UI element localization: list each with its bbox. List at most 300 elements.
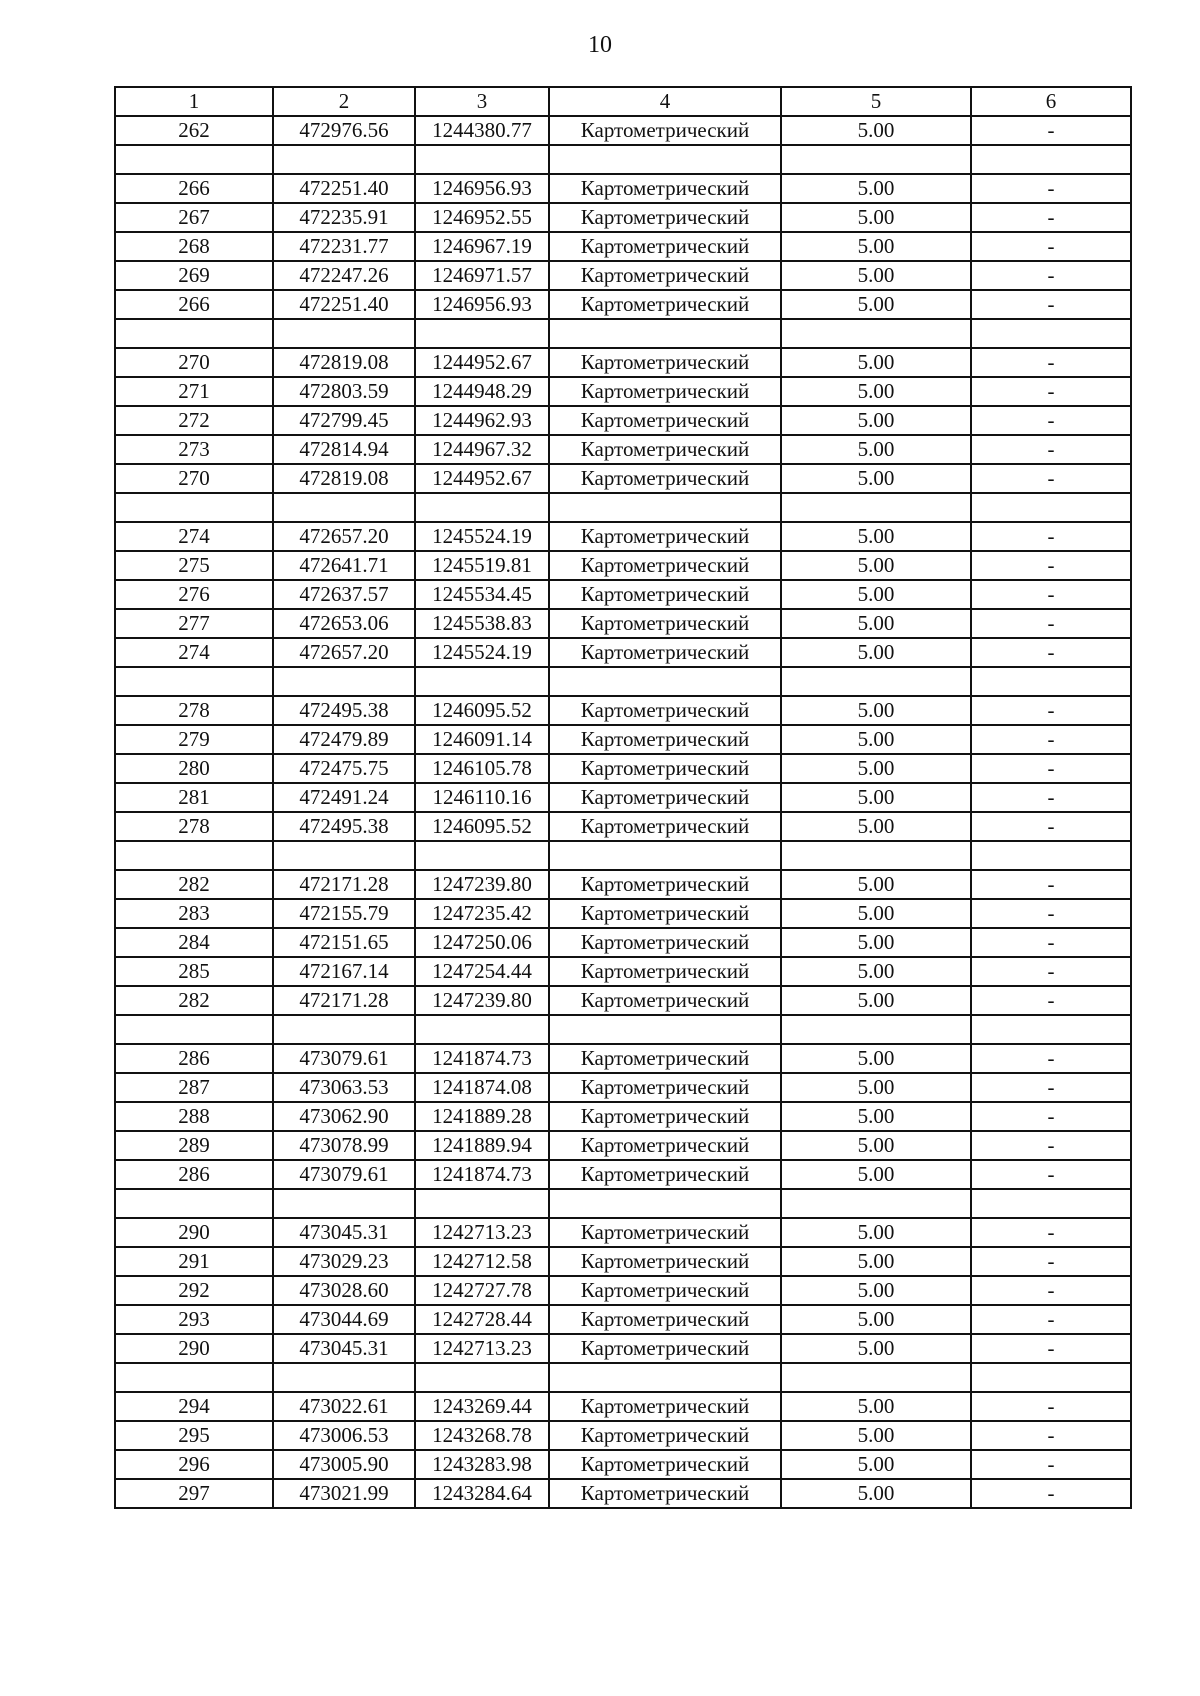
cell-y-coordinate: 1247239.80 [415, 870, 549, 899]
cell-method: Картометрический [549, 464, 781, 493]
cell-accuracy [781, 319, 971, 348]
cell-note [971, 1363, 1131, 1392]
cell-y-coordinate: 1247235.42 [415, 899, 549, 928]
cell-x-coordinate: 473045.31 [273, 1334, 415, 1363]
cell-accuracy: 5.00 [781, 551, 971, 580]
coordinates-table [114, 86, 1132, 1509]
table-row [115, 1015, 1131, 1044]
cell-point-number: 279 [115, 725, 273, 754]
cell-y-coordinate: 1242713.23 [415, 1218, 549, 1247]
cell-note: - [971, 638, 1131, 667]
header-cell-6: 6 [971, 87, 1131, 116]
table-row [115, 232, 1131, 261]
cell-note: - [971, 609, 1131, 638]
cell-note: - [971, 1450, 1131, 1479]
cell-accuracy: 5.00 [781, 870, 971, 899]
header-cell-4: 4 [549, 87, 781, 116]
cell-method: Картометрический [549, 928, 781, 957]
table-row [115, 261, 1131, 290]
cell-point-number: 281 [115, 783, 273, 812]
cell-note: - [971, 1160, 1131, 1189]
cell-y-coordinate: 1246967.19 [415, 232, 549, 261]
cell-accuracy: 5.00 [781, 754, 971, 783]
cell-note: - [971, 1276, 1131, 1305]
cell-point-number: 282 [115, 870, 273, 899]
cell-note [971, 667, 1131, 696]
cell-point-number: 283 [115, 899, 273, 928]
cell-x-coordinate: 472814.94 [273, 435, 415, 464]
table-row [115, 1102, 1131, 1131]
table-row [115, 1421, 1131, 1450]
cell-point-number: 266 [115, 174, 273, 203]
cell-note: - [971, 1247, 1131, 1276]
cell-x-coordinate: 473079.61 [273, 1044, 415, 1073]
cell-x-coordinate: 473062.90 [273, 1102, 415, 1131]
cell-x-coordinate: 473006.53 [273, 1421, 415, 1450]
table-row [115, 928, 1131, 957]
cell-accuracy [781, 667, 971, 696]
cell-point-number: 275 [115, 551, 273, 580]
cell-y-coordinate: 1246095.52 [415, 696, 549, 725]
cell-accuracy: 5.00 [781, 377, 971, 406]
cell-note: - [971, 348, 1131, 377]
cell-note: - [971, 899, 1131, 928]
header-row [115, 87, 1131, 116]
cell-x-coordinate: 472641.71 [273, 551, 415, 580]
cell-point-number: 284 [115, 928, 273, 957]
cell-note [971, 319, 1131, 348]
cell-method: Картометрический [549, 1131, 781, 1160]
cell-point-number: 269 [115, 261, 273, 290]
cell-x-coordinate [273, 841, 415, 870]
cell-x-coordinate: 473021.99 [273, 1479, 415, 1508]
cell-method: Картометрический [549, 1044, 781, 1073]
cell-y-coordinate: 1244952.67 [415, 348, 549, 377]
cell-x-coordinate: 473029.23 [273, 1247, 415, 1276]
table-row [115, 1334, 1131, 1363]
table-row [115, 1044, 1131, 1073]
table-row [115, 551, 1131, 580]
cell-y-coordinate [415, 667, 549, 696]
table-row [115, 348, 1131, 377]
cell-accuracy: 5.00 [781, 464, 971, 493]
cell-y-coordinate: 1244380.77 [415, 116, 549, 145]
cell-y-coordinate: 1245519.81 [415, 551, 549, 580]
cell-note: - [971, 435, 1131, 464]
cell-note: - [971, 783, 1131, 812]
cell-note: - [971, 986, 1131, 1015]
cell-method: Картометрический [549, 232, 781, 261]
cell-x-coordinate [273, 1015, 415, 1044]
table-row [115, 319, 1131, 348]
cell-method: Картометрический [549, 203, 781, 232]
table-row [115, 493, 1131, 522]
cell-point-number: 266 [115, 290, 273, 319]
cell-y-coordinate: 1242727.78 [415, 1276, 549, 1305]
table-row [115, 696, 1131, 725]
cell-accuracy: 5.00 [781, 1218, 971, 1247]
cell-y-coordinate [415, 841, 549, 870]
cell-accuracy: 5.00 [781, 522, 971, 551]
cell-note: - [971, 870, 1131, 899]
cell-accuracy: 5.00 [781, 116, 971, 145]
table-row [115, 116, 1131, 145]
table-row [115, 609, 1131, 638]
cell-note: - [971, 406, 1131, 435]
table-row [115, 1305, 1131, 1334]
cell-x-coordinate: 472803.59 [273, 377, 415, 406]
cell-x-coordinate [273, 667, 415, 696]
cell-x-coordinate: 473028.60 [273, 1276, 415, 1305]
cell-method: Картометрический [549, 899, 781, 928]
cell-point-number [115, 667, 273, 696]
table-row [115, 1450, 1131, 1479]
cell-y-coordinate: 1245538.83 [415, 609, 549, 638]
cell-note: - [971, 812, 1131, 841]
cell-x-coordinate: 473063.53 [273, 1073, 415, 1102]
cell-note [971, 841, 1131, 870]
cell-point-number: 276 [115, 580, 273, 609]
cell-y-coordinate [415, 319, 549, 348]
cell-y-coordinate: 1246971.57 [415, 261, 549, 290]
cell-method [549, 319, 781, 348]
cell-note: - [971, 232, 1131, 261]
page-number: 10 [588, 32, 612, 58]
header-cell-5: 5 [781, 87, 971, 116]
cell-y-coordinate: 1241874.73 [415, 1160, 549, 1189]
cell-point-number: 280 [115, 754, 273, 783]
cell-accuracy [781, 493, 971, 522]
cell-point-number: 268 [115, 232, 273, 261]
cell-y-coordinate: 1247250.06 [415, 928, 549, 957]
cell-accuracy: 5.00 [781, 1421, 971, 1450]
cell-point-number: 288 [115, 1102, 273, 1131]
cell-x-coordinate: 472247.26 [273, 261, 415, 290]
cell-note: - [971, 203, 1131, 232]
cell-method: Картометрический [549, 435, 781, 464]
cell-y-coordinate: 1243268.78 [415, 1421, 549, 1450]
cell-method [549, 1363, 781, 1392]
cell-method: Картометрический [549, 551, 781, 580]
table-row [115, 1276, 1131, 1305]
cell-point-number: 270 [115, 348, 273, 377]
cell-accuracy: 5.00 [781, 783, 971, 812]
cell-method: Картометрический [549, 1102, 781, 1131]
cell-accuracy: 5.00 [781, 957, 971, 986]
cell-accuracy: 5.00 [781, 1160, 971, 1189]
cell-x-coordinate: 472171.28 [273, 986, 415, 1015]
cell-note: - [971, 1305, 1131, 1334]
table-row [115, 377, 1131, 406]
cell-method: Картометрический [549, 116, 781, 145]
cell-method [549, 1015, 781, 1044]
cell-accuracy [781, 841, 971, 870]
cell-point-number [115, 493, 273, 522]
table-row [115, 870, 1131, 899]
cell-x-coordinate [273, 1189, 415, 1218]
cell-accuracy: 5.00 [781, 638, 971, 667]
table-row [115, 754, 1131, 783]
cell-point-number: 286 [115, 1044, 273, 1073]
cell-method [549, 145, 781, 174]
cell-x-coordinate [273, 493, 415, 522]
cell-method: Картометрический [549, 1334, 781, 1363]
cell-note: - [971, 551, 1131, 580]
cell-note: - [971, 1044, 1131, 1073]
cell-x-coordinate: 472799.45 [273, 406, 415, 435]
cell-y-coordinate: 1242713.23 [415, 1334, 549, 1363]
cell-accuracy: 5.00 [781, 1334, 971, 1363]
cell-x-coordinate: 473045.31 [273, 1218, 415, 1247]
cell-note: - [971, 464, 1131, 493]
table-row [115, 1247, 1131, 1276]
cell-y-coordinate: 1247254.44 [415, 957, 549, 986]
cell-note: - [971, 290, 1131, 319]
table-row [115, 1363, 1131, 1392]
cell-point-number: 285 [115, 957, 273, 986]
cell-accuracy: 5.00 [781, 1392, 971, 1421]
cell-x-coordinate: 472653.06 [273, 609, 415, 638]
cell-y-coordinate: 1245524.19 [415, 638, 549, 667]
cell-x-coordinate: 472657.20 [273, 522, 415, 551]
cell-x-coordinate: 472251.40 [273, 174, 415, 203]
cell-y-coordinate: 1243269.44 [415, 1392, 549, 1421]
cell-method: Картометрический [549, 725, 781, 754]
table-row [115, 899, 1131, 928]
cell-y-coordinate [415, 1015, 549, 1044]
cell-y-coordinate: 1243283.98 [415, 1450, 549, 1479]
cell-y-coordinate: 1246095.52 [415, 812, 549, 841]
cell-method: Картометрический [549, 261, 781, 290]
table-row [115, 290, 1131, 319]
cell-note: - [971, 1479, 1131, 1508]
cell-note: - [971, 1073, 1131, 1102]
cell-note: - [971, 696, 1131, 725]
cell-point-number: 274 [115, 638, 273, 667]
cell-accuracy: 5.00 [781, 1073, 971, 1102]
cell-method: Картометрический [549, 1305, 781, 1334]
cell-method: Картометрический [549, 638, 781, 667]
cell-point-number: 294 [115, 1392, 273, 1421]
cell-point-number: 290 [115, 1218, 273, 1247]
cell-x-coordinate: 472495.38 [273, 812, 415, 841]
cell-x-coordinate: 472251.40 [273, 290, 415, 319]
cell-point-number: 290 [115, 1334, 273, 1363]
table-row [115, 812, 1131, 841]
table-row [115, 725, 1131, 754]
cell-method: Картометрический [549, 870, 781, 899]
cell-method: Картометрический [549, 1218, 781, 1247]
cell-point-number: 292 [115, 1276, 273, 1305]
cell-x-coordinate: 472475.75 [273, 754, 415, 783]
cell-note: - [971, 1421, 1131, 1450]
cell-accuracy: 5.00 [781, 1247, 971, 1276]
cell-accuracy [781, 145, 971, 174]
cell-x-coordinate: 473044.69 [273, 1305, 415, 1334]
cell-method: Картометрический [549, 348, 781, 377]
cell-x-coordinate [273, 145, 415, 174]
cell-note: - [971, 174, 1131, 203]
cell-note: - [971, 522, 1131, 551]
cell-point-number: 296 [115, 1450, 273, 1479]
cell-x-coordinate: 472167.14 [273, 957, 415, 986]
cell-accuracy: 5.00 [781, 928, 971, 957]
cell-x-coordinate [273, 319, 415, 348]
cell-x-coordinate: 472155.79 [273, 899, 415, 928]
cell-accuracy: 5.00 [781, 435, 971, 464]
cell-method [549, 841, 781, 870]
cell-accuracy: 5.00 [781, 1305, 971, 1334]
cell-note: - [971, 725, 1131, 754]
cell-y-coordinate: 1241889.94 [415, 1131, 549, 1160]
cell-method: Картометрический [549, 957, 781, 986]
cell-point-number: 293 [115, 1305, 273, 1334]
cell-x-coordinate: 472231.77 [273, 232, 415, 261]
table-row [115, 203, 1131, 232]
cell-y-coordinate [415, 145, 549, 174]
cell-accuracy: 5.00 [781, 899, 971, 928]
table-body [115, 116, 1131, 1508]
table-row [115, 1131, 1131, 1160]
cell-y-coordinate [415, 1189, 549, 1218]
cell-point-number: 278 [115, 812, 273, 841]
table-row [115, 957, 1131, 986]
cell-x-coordinate: 472657.20 [273, 638, 415, 667]
cell-x-coordinate: 472495.38 [273, 696, 415, 725]
cell-point-number: 262 [115, 116, 273, 145]
cell-accuracy: 5.00 [781, 261, 971, 290]
table-row [115, 464, 1131, 493]
cell-method: Картометрический [549, 986, 781, 1015]
cell-point-number: 282 [115, 986, 273, 1015]
cell-method [549, 1189, 781, 1218]
cell-x-coordinate: 472235.91 [273, 203, 415, 232]
cell-y-coordinate: 1247239.80 [415, 986, 549, 1015]
cell-accuracy [781, 1363, 971, 1392]
cell-method: Картометрический [549, 174, 781, 203]
cell-point-number: 274 [115, 522, 273, 551]
header-cell-1: 1 [115, 87, 273, 116]
cell-method: Картометрический [549, 1247, 781, 1276]
cell-point-number: 278 [115, 696, 273, 725]
cell-y-coordinate [415, 1363, 549, 1392]
cell-point-number: 287 [115, 1073, 273, 1102]
cell-y-coordinate [415, 493, 549, 522]
cell-accuracy: 5.00 [781, 203, 971, 232]
cell-accuracy: 5.00 [781, 1044, 971, 1073]
cell-method: Картометрический [549, 1392, 781, 1421]
table-row [115, 1218, 1131, 1247]
cell-note [971, 1015, 1131, 1044]
cell-x-coordinate: 473022.61 [273, 1392, 415, 1421]
table-row [115, 174, 1131, 203]
cell-note: - [971, 1131, 1131, 1160]
cell-note: - [971, 928, 1131, 957]
cell-method: Картометрический [549, 580, 781, 609]
cell-accuracy: 5.00 [781, 232, 971, 261]
cell-y-coordinate: 1246091.14 [415, 725, 549, 754]
cell-accuracy: 5.00 [781, 1276, 971, 1305]
table-row [115, 638, 1131, 667]
cell-accuracy: 5.00 [781, 696, 971, 725]
cell-point-number: 289 [115, 1131, 273, 1160]
cell-x-coordinate: 472819.08 [273, 348, 415, 377]
cell-note: - [971, 1218, 1131, 1247]
cell-point-number: 270 [115, 464, 273, 493]
cell-x-coordinate [273, 1363, 415, 1392]
cell-method: Картометрический [549, 609, 781, 638]
cell-accuracy: 5.00 [781, 1450, 971, 1479]
cell-accuracy: 5.00 [781, 174, 971, 203]
cell-note [971, 493, 1131, 522]
cell-accuracy [781, 1189, 971, 1218]
cell-point-number: 297 [115, 1479, 273, 1508]
cell-x-coordinate: 473079.61 [273, 1160, 415, 1189]
cell-y-coordinate: 1246956.93 [415, 174, 549, 203]
cell-method [549, 667, 781, 696]
cell-x-coordinate: 472479.89 [273, 725, 415, 754]
table-header [115, 87, 1131, 116]
cell-accuracy: 5.00 [781, 1102, 971, 1131]
cell-x-coordinate: 472151.65 [273, 928, 415, 957]
cell-method: Картометрический [549, 377, 781, 406]
cell-method: Картометрический [549, 1276, 781, 1305]
cell-y-coordinate: 1241874.73 [415, 1044, 549, 1073]
header-cell-2: 2 [273, 87, 415, 116]
cell-point-number: 277 [115, 609, 273, 638]
table-row [115, 783, 1131, 812]
cell-y-coordinate: 1242712.58 [415, 1247, 549, 1276]
cell-note: - [971, 754, 1131, 783]
table-row [115, 522, 1131, 551]
cell-y-coordinate: 1246952.55 [415, 203, 549, 232]
cell-accuracy: 5.00 [781, 986, 971, 1015]
cell-x-coordinate: 473005.90 [273, 1450, 415, 1479]
cell-x-coordinate: 472976.56 [273, 116, 415, 145]
cell-note: - [971, 261, 1131, 290]
cell-y-coordinate: 1245534.45 [415, 580, 549, 609]
cell-accuracy: 5.00 [781, 1131, 971, 1160]
cell-x-coordinate: 472491.24 [273, 783, 415, 812]
table-row [115, 1073, 1131, 1102]
cell-x-coordinate: 473078.99 [273, 1131, 415, 1160]
cell-point-number: 286 [115, 1160, 273, 1189]
cell-x-coordinate: 472637.57 [273, 580, 415, 609]
cell-accuracy [781, 1015, 971, 1044]
cell-point-number: 272 [115, 406, 273, 435]
cell-method: Картометрический [549, 812, 781, 841]
cell-y-coordinate: 1245524.19 [415, 522, 549, 551]
cell-point-number [115, 841, 273, 870]
cell-accuracy: 5.00 [781, 348, 971, 377]
table-row [115, 406, 1131, 435]
cell-y-coordinate: 1244962.93 [415, 406, 549, 435]
cell-method: Картометрический [549, 522, 781, 551]
table-row [115, 1479, 1131, 1508]
cell-x-coordinate: 472819.08 [273, 464, 415, 493]
cell-point-number [115, 145, 273, 174]
cell-note: - [971, 1334, 1131, 1363]
cell-accuracy: 5.00 [781, 580, 971, 609]
table-row [115, 1160, 1131, 1189]
cell-note: - [971, 1102, 1131, 1131]
cell-method [549, 493, 781, 522]
table-row [115, 1189, 1131, 1218]
cell-note [971, 1189, 1131, 1218]
cell-point-number: 291 [115, 1247, 273, 1276]
cell-accuracy: 5.00 [781, 1479, 971, 1508]
table-row [115, 667, 1131, 696]
